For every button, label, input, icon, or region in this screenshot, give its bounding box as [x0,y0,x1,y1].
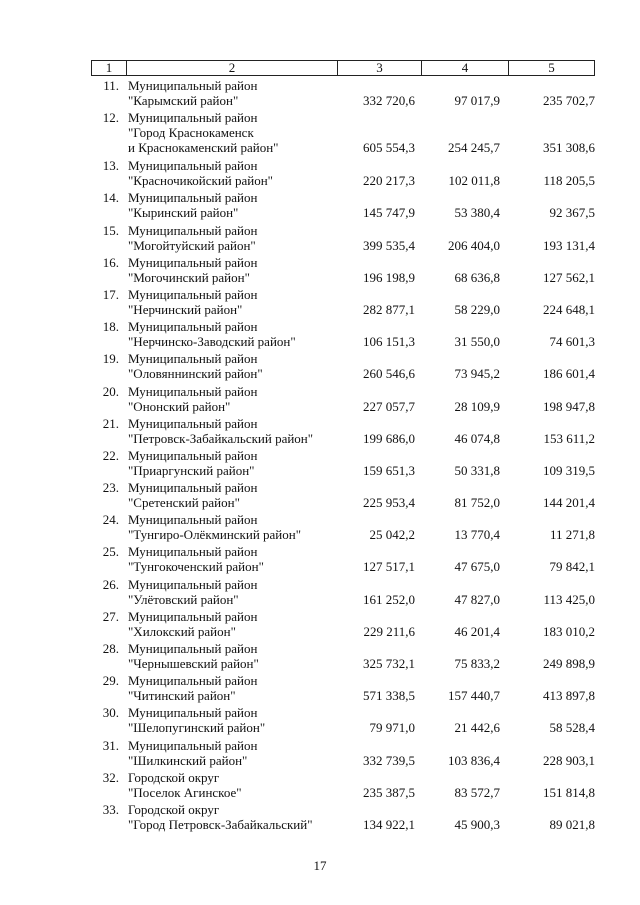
row-value-col3: 106 151,3 [363,334,415,350]
row-value-col3: 332 739,5 [363,752,415,768]
row-number: 30. [102,705,119,721]
table-row [91,223,595,255]
table-row [91,190,595,222]
row-number: 23. [102,480,119,496]
row-number: 29. [102,673,119,689]
row-value-col5: 153 611,2 [543,430,595,446]
row-value-col3: 127 517,1 [363,559,415,575]
row-number: 27. [102,608,119,624]
row-name-line: Муниципальный район [128,319,258,335]
row-value-col4: 102 011,8 [448,173,500,189]
row-name-line: "Хилокский район" [128,623,236,639]
row-name-line: "Ононский район" [128,398,231,414]
row-number: 21. [102,415,119,431]
row-value-col5: 198 947,8 [543,398,595,414]
row-name-line: Муниципальный район [128,673,258,689]
table-header-row [91,60,595,76]
row-number: 18. [102,319,119,335]
row-value-col3: 260 546,6 [363,366,415,382]
row-name-line: "Приаргунский район" [128,462,255,478]
row-value-col4: 206 404,0 [448,237,500,253]
row-value-col5: 413 897,8 [543,688,595,704]
row-number: 22. [102,447,119,463]
row-value-col3: 220 217,3 [363,173,415,189]
row-number: 32. [102,769,119,785]
row-name-line: "Могойтуйский район" [128,237,256,253]
row-name-line: Муниципальный район [128,286,258,302]
page-number: 17 [313,858,327,873]
row-value-col4: 47 675,0 [454,559,500,575]
row-value-col5: 79 842,1 [549,559,595,575]
row-value-col3: 145 747,9 [363,205,415,221]
row-value-col3: 196 198,9 [363,269,415,285]
row-name-line: Муниципальный район [128,737,258,753]
row-value-col5: 113 425,0 [543,591,595,607]
row-number: 31. [102,737,119,753]
table-row [91,544,595,576]
row-value-col4: 50 331,8 [454,462,500,478]
row-value-col4: 21 442,6 [454,720,500,736]
row-value-col3: 161 252,0 [363,591,415,607]
row-number: 26. [102,576,119,592]
row-name-line: "Могочинский район" [128,269,250,285]
row-value-col3: 225 953,4 [363,495,415,511]
row-name-line: Муниципальный район [128,78,258,93]
row-value-col3: 571 338,5 [363,688,415,704]
row-name-line: Муниципальный район [128,222,258,238]
table-row [91,512,595,544]
header-col-1: 1 [92,61,127,75]
row-name-line: "Красночикойский район" [128,173,273,189]
row-number: 13. [102,158,119,174]
row-value-col3: 399 535,4 [363,237,415,253]
row-value-col4: 83 572,7 [454,784,500,800]
row-name-line: "Сретенский район" [128,495,240,511]
row-number: 15. [102,222,119,238]
row-value-col4: 58 229,0 [454,301,500,317]
row-name-line: "Чернышевский район" [128,656,259,671]
row-value-col3: 235 387,5 [363,784,415,800]
row-value-col4: 68 636,8 [454,269,500,285]
row-name-line: Муниципальный район [128,705,258,721]
row-name-line: "Шелопугинский район" [128,720,266,736]
row-value-col3: 199 686,0 [363,430,415,446]
row-name-line: "Карымский район" [128,93,239,108]
row-value-col4: 28 109,9 [454,398,500,414]
row-name-line: Городской округ [128,769,220,785]
row-value-col5: 144 201,4 [543,495,595,511]
table-row [91,110,595,158]
row-name-line: Муниципальный район [128,447,258,463]
row-name-line: Муниципальный район [128,641,258,656]
row-value-col5: 118 205,5 [543,173,595,189]
row-number: 28. [102,641,119,656]
row-name-line: "Читинский район" [128,688,236,704]
row-value-col3: 159 651,3 [363,462,415,478]
header-col-5: 5 [548,60,555,75]
row-number: 14. [102,190,119,206]
row-name-line: "Улётовский район" [128,591,239,607]
row-number: 16. [102,254,119,270]
row-value-col5: 151 814,8 [543,784,595,800]
table-body [91,78,595,834]
row-value-col4: 73 945,2 [454,366,500,382]
row-name-line: "Нерчинско-Заводский район" [128,334,296,350]
row-value-col5: 193 131,4 [543,237,595,253]
row-name-line: Городской округ [128,801,220,817]
row-value-col5: 351 308,6 [543,140,595,156]
row-name-line: Муниципальный район [128,608,258,624]
row-name-line: "Город Краснокаменск [128,125,254,141]
row-value-col5: 58 528,4 [549,720,595,736]
row-value-col4: 254 245,7 [448,140,500,156]
table-row [91,448,595,480]
row-name-line: "Нерчинский район" [128,301,243,317]
table-row [91,770,595,802]
row-value-col4: 47 827,0 [454,591,500,607]
row-name-line: "Шилкинский район" [128,752,248,768]
row-value-col3: 79 971,0 [369,720,415,736]
row-value-col3: 605 554,3 [363,140,415,156]
header-col-2: 2 [127,61,338,75]
row-value-col5: 186 601,4 [543,366,595,382]
table-row [91,609,595,641]
row-value-col3: 25 042,2 [369,527,415,543]
header-col-4: 4 [422,61,509,75]
table-row [91,351,595,383]
row-value-col4: 157 440,7 [448,688,500,704]
row-value-col5: 228 903,1 [543,752,595,768]
row-value-col5: 183 010,2 [543,623,595,639]
row-value-col5: 74 601,3 [549,334,595,350]
row-value-col5: 92 367,5 [549,205,595,221]
row-number: 20. [102,383,119,399]
table-row [91,673,595,705]
row-value-col3: 332 720,6 [363,93,415,108]
table-row [91,384,595,416]
row-name-line: Муниципальный район [128,415,258,431]
row-name-line: и Краснокаменский район" [128,140,279,156]
row-name-line: Муниципальный район [128,544,258,560]
row-name-line: "Тунгокоченский район" [128,559,264,575]
row-value-col3: 282 877,1 [363,301,415,317]
row-number: 19. [102,351,119,367]
header-col-3: 3 [338,61,422,75]
row-value-col4: 13 770,4 [454,527,500,543]
row-value-col3: 229 211,6 [363,623,415,639]
row-name-line: "Город Петровск-Забайкальский" [128,816,313,832]
row-value-col5: 127 562,1 [543,269,595,285]
row-name-line: "Кыринский район" [128,205,239,221]
row-value-col3: 227 057,7 [363,398,415,414]
row-value-col4: 103 836,4 [448,752,500,768]
table-row [91,577,595,609]
table-row [91,802,595,834]
row-number: 11. [103,78,119,93]
row-value-col5: 249 898,9 [543,656,595,671]
row-value-col4: 81 752,0 [454,495,500,511]
table-row [91,641,595,673]
row-value-col4: 46 074,8 [454,430,500,446]
row-value-col4: 46 201,4 [454,623,500,639]
row-number: 24. [102,512,119,528]
row-value-col4: 45 900,3 [454,816,500,832]
row-value-col3: 134 922,1 [363,816,415,832]
row-number: 25. [102,544,119,560]
row-number: 33. [102,801,119,817]
table-row [91,480,595,512]
row-name-line: Муниципальный район [128,351,258,367]
table-row [91,705,595,737]
row-value-col5: 224 648,1 [543,301,595,317]
row-value-col5: 109 319,5 [543,462,595,478]
row-value-col4: 97 017,9 [454,93,500,108]
row-name-line: Муниципальный район [128,158,258,174]
table-row [91,78,595,110]
row-name-line: Муниципальный район [128,110,258,126]
table-row [91,287,595,319]
row-name-line: Муниципальный район [128,254,258,270]
table-row [91,255,595,287]
table-row [91,319,595,351]
row-name-line: Муниципальный район [128,190,258,206]
row-name-line: "Петровск-Забайкальский район" [128,430,314,446]
row-name-line: Муниципальный район [128,383,258,399]
row-value-col5: 11 271,8 [549,527,595,543]
table-row [91,416,595,448]
row-value-col4: 31 550,0 [454,334,500,350]
row-name-line: Муниципальный район [128,576,258,592]
table-row [91,158,595,190]
row-name-line: "Поселок Агинское" [128,784,242,800]
row-name-line: Муниципальный район [128,512,258,528]
row-name-line: "Тунгиро-Олёкминский район" [128,527,302,543]
row-number: 12. [102,110,119,126]
row-value-col4: 75 833,2 [454,656,500,671]
row-value-col5: 89 021,8 [549,816,595,832]
row-value-col4: 53 380,4 [454,205,500,221]
row-value-col5: 235 702,7 [543,93,595,108]
row-name-line: "Оловяннинский район" [128,366,263,382]
row-value-col3: 325 732,1 [363,656,415,671]
table-row [91,738,595,770]
row-name-line: Муниципальный район [128,480,258,496]
row-number: 17. [102,286,119,302]
